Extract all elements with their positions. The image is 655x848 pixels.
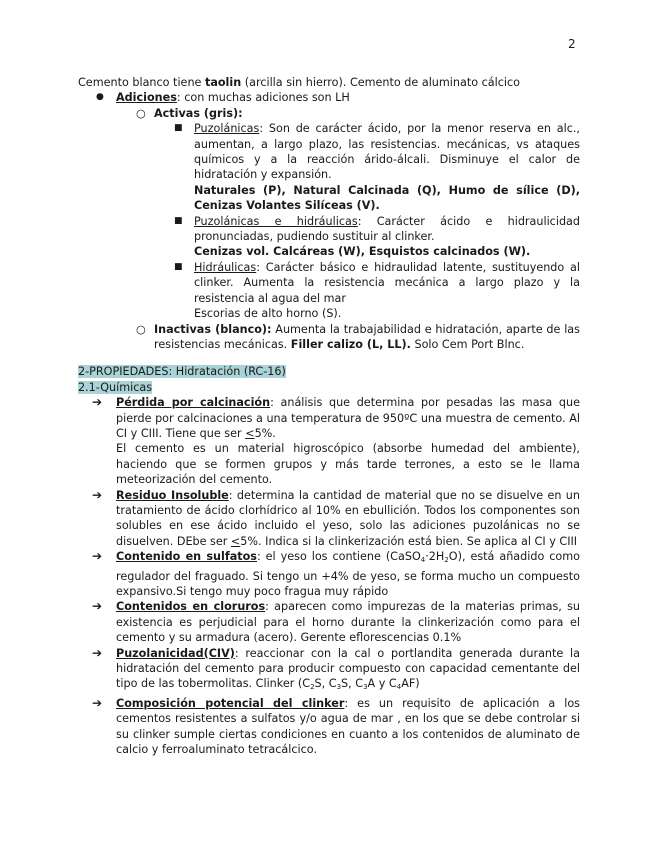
perdida-calcinacion-tail: 5%. — [254, 426, 276, 440]
circle-bullet-icon: ○ — [136, 322, 146, 336]
inactivas-bold: Filler calizo (L, LL). — [290, 337, 411, 351]
adiciones-label: Adiciones — [116, 91, 177, 105]
subsection-heading — [78, 380, 580, 395]
intro-text-end: (arcilla sin hierro). Cemento de aluminato cálcico — [241, 76, 521, 89]
sulfatos-text-b: ·2H — [425, 550, 445, 564]
document-body — [78, 75, 580, 757]
puzolanicidad-item — [92, 645, 580, 696]
contenido-sulfatos-item — [92, 549, 580, 599]
circle-bullet-icon: ○ — [136, 106, 146, 120]
arrow-bullet-icon: ➔ — [92, 395, 103, 410]
intro-text: Cemento blanco tiene — [78, 76, 205, 89]
clinker-formula-part: S, C — [314, 677, 337, 691]
puzolanicas-item — [174, 121, 580, 213]
arrow-bullet-icon: ➔ — [92, 549, 103, 564]
square-bullet-icon: ■ — [174, 215, 183, 226]
perdida-calcinacion-text: : análisis que determina por pesadas las masa que pierde por calcinaciones a una temperatura de 950ºC una muestra de cemento. Al CI y CIII. Tiene que ser — [116, 396, 580, 440]
subscript: 4 — [396, 683, 402, 692]
clinker-formula-part: A y C — [367, 677, 397, 691]
arrow-bullet-icon: ➔ — [92, 645, 103, 660]
residuo-insoluble-text: : determina la cantidad de material que no se disuelve en un tratamiento de ácido clorhídrico al 10% en ebullición. Todos los componentes son solubles en ese ácido incluido el yeso, solo las adiciones puzolánicas no se disuelven. DEbe ser — [116, 488, 580, 548]
arrow-bullet-icon: ➔ — [92, 487, 103, 502]
contenidos-cloruros-label: Contenidos en cloruros — [116, 600, 266, 614]
hidraulicas-label: Hidráulicas — [194, 260, 257, 274]
intro-bold: taolin — [204, 76, 242, 89]
perdida-calcinacion-item — [92, 395, 580, 487]
intro-paragraph — [78, 75, 580, 90]
clinker-formula-part: AF) — [401, 677, 420, 691]
puzolanicidad-label: Puzolanicidad(CIV) — [116, 646, 235, 660]
contenidos-cloruros-text: : aparecen como impurezas de la materias primas, su existencia es perjudicial para el horno durante la clinkerización como para el cemento y su armadura (acero). Gerente eflorescencias 0.1% — [116, 600, 580, 645]
puzolanicas-hidraulicas-text: : Carácter ácido e hidraulicidad pronunciadas, pudiendo sustituir al clinker. — [194, 214, 581, 244]
subscript: 3 — [336, 683, 342, 692]
inactivas-bullet — [136, 322, 580, 353]
contenido-sulfatos-label: Contenido en sulfatos — [116, 550, 257, 564]
sulfatos-text-c: O), está añadido como regulador del fraguado. Si tengo un +4% de yeso, se forma mucho un compuesto expansivo.Si tengo muy poco fragua muy rápido — [116, 550, 580, 598]
adiciones-bullet — [96, 90, 580, 105]
hidraulicas-types: Escorias de alto horno (S). — [194, 307, 342, 321]
perdida-calcinacion-label: Pérdida por calcinación — [116, 396, 271, 410]
puzolanicas-label: Puzolánicas — [194, 122, 260, 136]
subscript: 4 — [420, 556, 426, 565]
puzolanicas-types: Naturales (P), Natural Calcinada (Q), Humo de sílice (D), Cenizas Volantes Silíceas (V). — [194, 183, 580, 213]
activas-bullet — [136, 106, 580, 121]
less-than-symbol: < — [230, 534, 241, 548]
clinker-formula-part: S, C — [341, 677, 364, 691]
subscript: 2 — [444, 556, 449, 565]
perdida-calcinacion-extra: El cemento es un material higroscópico (absorbe humedad del ambiente), haciendo que se formen grupos y más tarde terrones, a esto se le llama meteorización del cemento. — [116, 442, 580, 487]
composicion-clinker-item — [92, 695, 580, 758]
sulfatos-text-a: : el yeso los contiene (CaSO — [256, 550, 421, 564]
residuo-insoluble-label: Residuo Insoluble — [116, 488, 229, 502]
puzolanicas-hidraulicas-types: Cenizas vol. Calcáreas (W), Esquistos calcinados (W). — [194, 245, 531, 259]
hidraulicas-text: : Carácter básico e hidraulidad latente, sustituyendo al clinker. Aumenta la resistencia mecánica a largo plazo y la resistencia al agua del mar — [194, 260, 580, 305]
composicion-clinker-label: Composición potencial del clinker — [116, 696, 345, 710]
inactivas-label: Inactivas (blanco): — [154, 322, 272, 336]
disc-bullet-icon: ● — [96, 92, 104, 103]
activas-label: Activas (gris): — [154, 106, 243, 120]
subscript: 3 — [363, 683, 368, 692]
contenidos-cloruros-item — [92, 599, 580, 645]
section-heading-text: 2-PROPIEDADES: Hidratación (RC-16) — [78, 365, 286, 379]
inactivas-text: Aumenta la trabajabilidad e hidratación, aparte de las resistencias mecánicas. — [154, 322, 580, 351]
arrow-bullet-icon: ➔ — [92, 695, 103, 710]
puzolanicas-hidraulicas-label: Puzolánicas e hidráulicas — [194, 214, 358, 228]
square-bullet-icon: ■ — [174, 261, 183, 272]
page-number: 2 — [568, 37, 576, 51]
adiciones-text: : con muchas adiciones son LH — [176, 91, 350, 105]
square-bullet-icon: ■ — [174, 123, 183, 134]
puzolanicas-text: : Son de carácter ácido, por la menor reserva en alc., aumentan, a largo plazo, las resistencias. mecánicas, vs ataques químicos y a la reacción árido-álcali. Disminuye el calor de hidratación y expansión. — [194, 122, 580, 182]
subscript: 2 — [310, 683, 315, 692]
arrow-bullet-icon: ➔ — [92, 599, 103, 614]
section-heading — [78, 364, 580, 379]
hidraulicas-item — [174, 260, 580, 322]
residuo-insoluble-tail: 5%. Indica si la clinkerización está bien. Se aplica al CI y CIII — [240, 534, 578, 548]
subsection-heading-text: 2.1-Químicas — [78, 380, 153, 394]
puzolanicidad-text: : reaccionar con la cal o portlandita generada durante la hidratación del cemento para producir compuesto con capacidad cementante del tipo de las tobermolitas. Clinker (C — [116, 646, 580, 691]
puzolanicas-hidraulicas-item — [174, 214, 581, 260]
inactivas-tail: Solo Cem Port Blnc. — [410, 337, 525, 351]
residuo-insoluble-item — [92, 487, 580, 550]
composicion-clinker-text: : es un requisito de aplicación a los cementos resistentes a sulfatos y/o agua de mar , en los que se debe controlar si su clinker sumple ciertas condiciones en cuanto a los contenidos de aluminato de calcio y ferroaluminato tetracálcico. — [116, 696, 580, 757]
less-than-symbol: < — [245, 426, 255, 440]
